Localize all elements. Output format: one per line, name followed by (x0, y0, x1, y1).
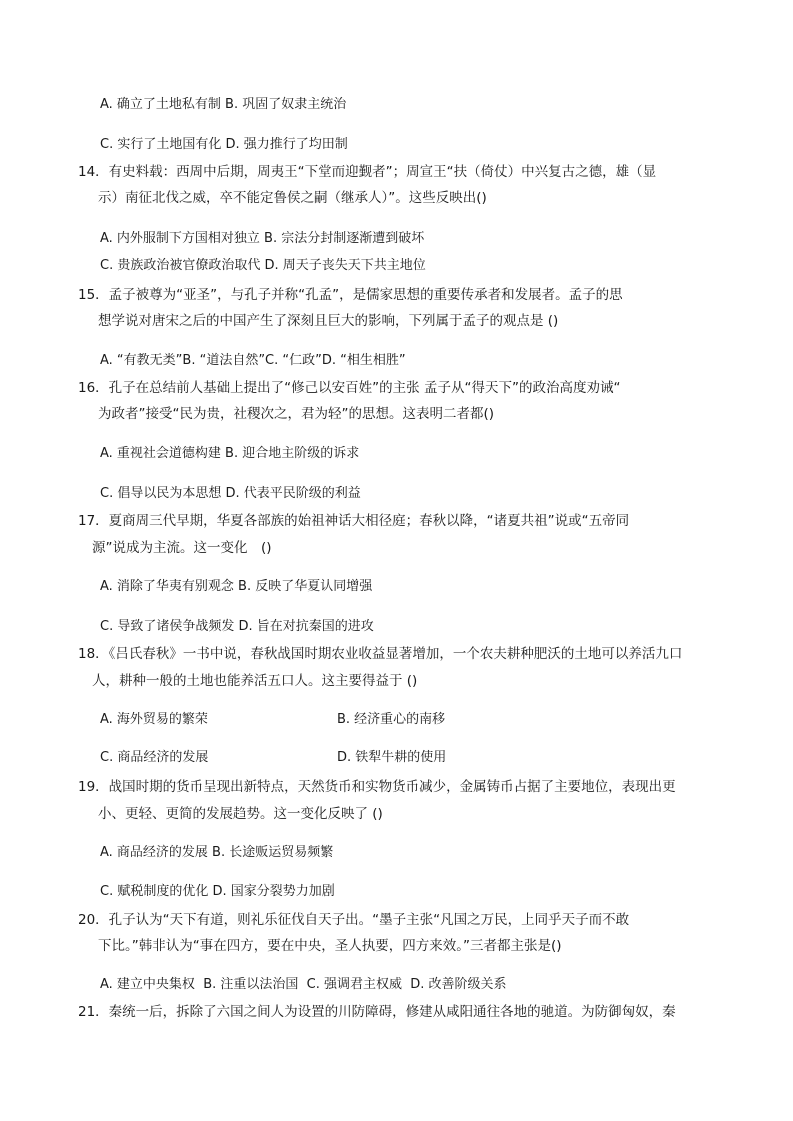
q17-stem-line1: 17．夏商周三代早期，华夏各部族的始祖神话大相径庭；春秋以降，“诸夏共祖”说或“五帝同 (78, 513, 630, 529)
q14-options-ab: A. 内外服制下方国相对独立 B. 宗法分封制逐渐遭到破坏 (100, 231, 425, 246)
q14-stem-line2: 示）南征北伐之威，卒不能定鲁侯之嗣（继承人）”。这些反映出() (98, 190, 487, 206)
q16-stem-line2: 为政者”接受“民为贵，社稷次之，君为轻”的思想。这表明二者都() (98, 406, 495, 422)
q18-stem-line1: 18．《吕氏春秋》一书中说，春秋战国时期农业收益显著增加，一个农夫耕种肥沃的土地可以养活九口 (78, 646, 683, 662)
q15-stem-line1: 15．孟子被尊为“亚圣”，与孔子并称“孔孟”，是儒家思想的重要传承者和发展者。孟子的思 (78, 287, 623, 303)
q14-options-cd: C. 贵族政治被官僚政治取代 D. 周天子丧失天下共主地位 (100, 258, 426, 273)
q18-option-a: A. 海外贸易的繁荣 (100, 712, 208, 727)
q19-options-cd: C. 赋税制度的优化 D. 国家分裂势力加剧 (100, 884, 335, 899)
q20-stem-line2: 下比。”韩非认为“事在四方，要在中央，圣人执要，四方来效。”三者都主张是() (98, 938, 562, 954)
q14-stem-line1: 14．有史料载：西周中后期，周夷王“下堂而迎觐者”；周宣王“扶（倚仗）中兴复古之德，雄（显 (78, 164, 657, 180)
q18-option-d: D. 铁犁牛耕的使用 (337, 750, 447, 765)
q18-stem-line2: 人，耕种一般的土地也能养活五口人。这主要得益于 () (92, 673, 418, 689)
q18-option-c: C. 商品经济的发展 (100, 750, 209, 765)
q16-options-ab: A. 重视社会道德构建 B. 迎合地主阶级的诉求 (100, 446, 360, 461)
q15-stem-line2: 想学说对唐宋之后的中国产生了深刻且巨大的影响，下列属于孟子的观点是 () (98, 313, 559, 329)
q13-options-cd: C. 实行了土地国有化 D. 强力推行了均田制 (100, 137, 348, 152)
q15-options: A. “有教无类”B. “道法自然”C. “仁政”D. “相生相胜” (100, 353, 406, 368)
q17-stem-line2: 源”说成为主流。这一变化 () (92, 540, 272, 556)
q20-options: A. 建立中央集权 B. 注重以法治国 C. 强调君主权威 D. 改善阶级关系 (100, 977, 507, 992)
q21-stem-line1: 21．秦统一后，拆除了六国之间人为设置的川防障碍，修建从咸阳通往各地的驰道。为防御匈奴，秦 (78, 1004, 676, 1020)
q16-stem-line1: 16．孔子在总结前人基础上提出了“修己以安百姓”的主张 孟子从“得天下”的政治高度劝诫“ (78, 380, 621, 396)
q19-stem-line2: 小、更轻、更简的发展趋势。这一变化反映了 () (98, 806, 383, 822)
q17-options-cd: C. 导致了诸侯争战频发 D. 旨在对抗秦国的进攻 (100, 619, 374, 634)
q16-options-cd: C. 倡导以民为本思想 D. 代表平民阶级的利益 (100, 486, 361, 501)
q20-stem-line1: 20．孔子认为“天下有道，则礼乐征伐自天子出。“墨子主张“凡国之万民，上同乎天子而不敢 (78, 912, 630, 928)
q19-stem-line1: 19．战国时期的货币呈现出新特点，天然货币和实物货币减少，金属铸币占据了主要地位，表现出更 (78, 779, 676, 795)
q13-options-ab: A. 确立了土地私有制 B. 巩固了奴隶主统治 (100, 97, 347, 112)
q18-option-b: B. 经济重心的南移 (337, 712, 446, 727)
q19-options-ab: A. 商品经济的发展 B. 长途贩运贸易频繁 (100, 845, 334, 860)
q17-options-ab: A. 消除了华夷有别观念 B. 反映了华夏认同增强 (100, 579, 373, 594)
